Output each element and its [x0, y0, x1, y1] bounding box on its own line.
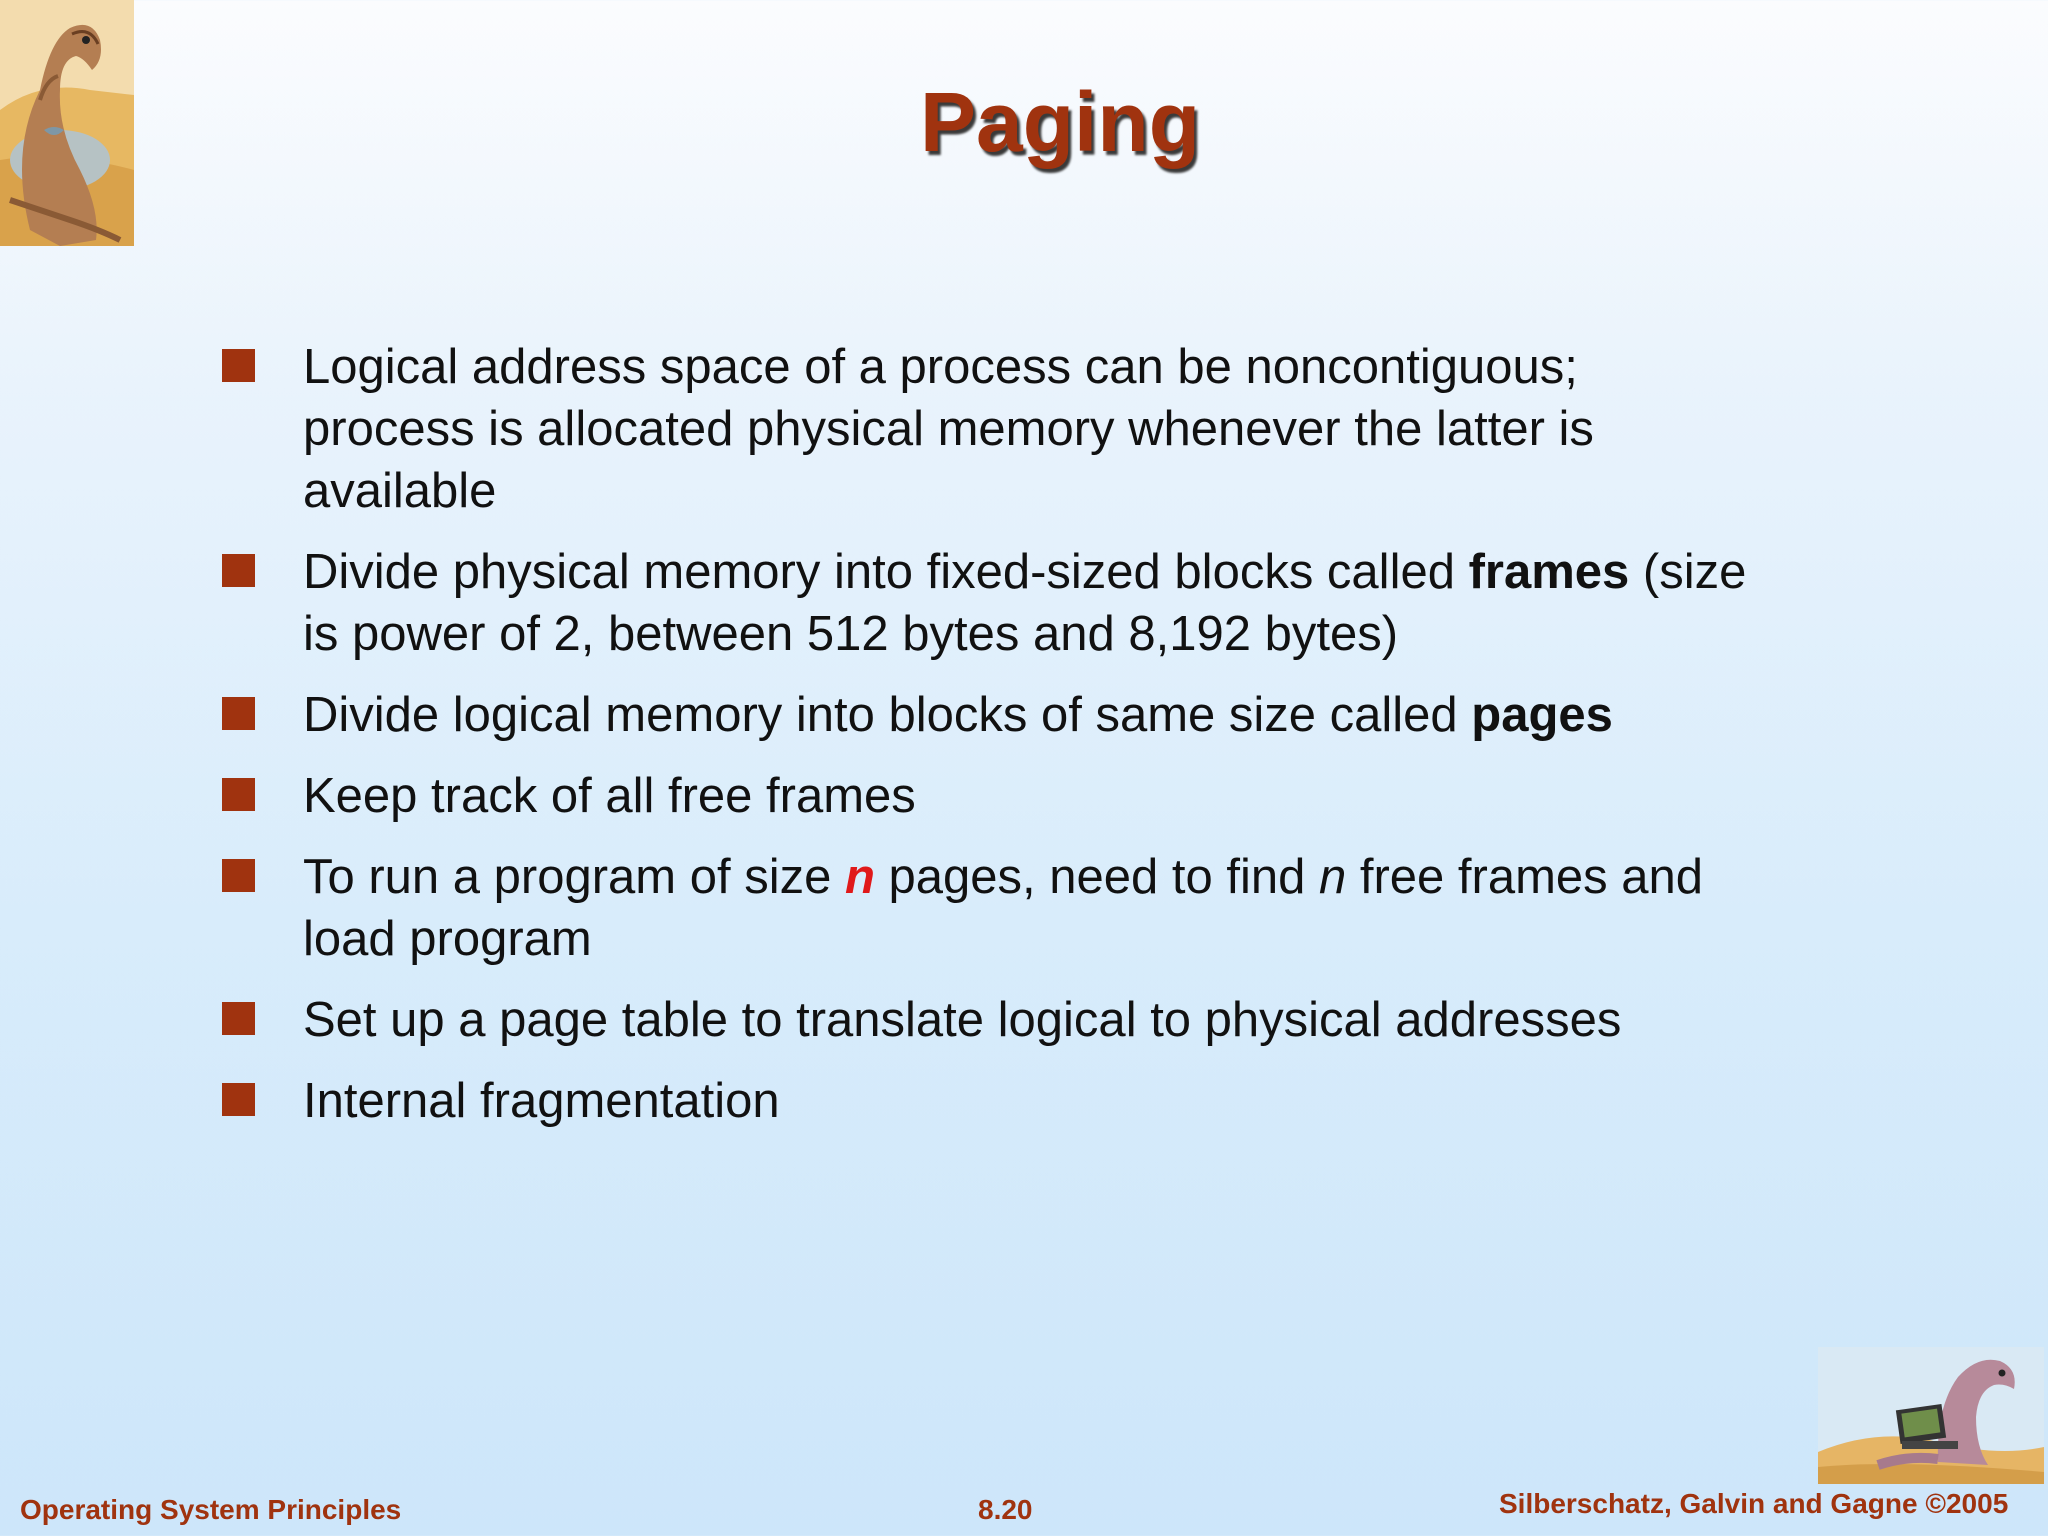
square-bullet-icon [222, 554, 255, 587]
bullet-text: n [1318, 850, 1347, 904]
bullet-text: Keep track of all free frames [303, 769, 916, 823]
bullet-text: To run a program of size [303, 850, 845, 904]
bullet-item [220, 336, 1760, 522]
bullet-text: pages [1471, 688, 1613, 742]
bullet-text: pages, need to find [874, 850, 1319, 904]
square-bullet-icon [222, 697, 255, 730]
bullet-item [220, 846, 1760, 970]
bullet-item [220, 1070, 1760, 1132]
square-bullet-icon [222, 1002, 255, 1035]
square-bullet-icon [222, 349, 255, 382]
bullet-text: Set up a page table to translate logical to physical addresses [303, 993, 1622, 1047]
square-bullet-icon [222, 1083, 255, 1116]
bullet-text: Divide physical memory into fixed-sized blocks called [303, 545, 1469, 599]
dinosaur-laptop-logo-icon [1818, 1347, 2044, 1484]
bullet-item [220, 765, 1760, 827]
bullet-text: Logical address space of a process can be noncontiguous; process is allocated physical memory whenever the latter is available [303, 340, 1594, 518]
bullet-text: Divide logical memory into blocks of same size called [303, 688, 1472, 742]
footer-course-title: Operating System Principles [20, 1494, 402, 1525]
bullet-item [220, 541, 1760, 665]
bullet-text: free frames and load program [303, 850, 1704, 966]
footer-slide-number: 8.20 [978, 1494, 1033, 1525]
bullet-text: (size is power of 2, between 512 bytes and 8,192 bytes) [303, 545, 1747, 661]
square-bullet-icon [222, 778, 255, 811]
bullet-list [220, 336, 1760, 1151]
bullet-text: n [844, 850, 875, 904]
bullet-item [220, 989, 1760, 1051]
footer-copyright: Silberschatz, Galvin and Gagne ©2005 [1499, 1488, 2009, 1519]
slide-title: Paging [919, 75, 1200, 169]
bullet-item [220, 684, 1760, 746]
square-bullet-icon [222, 859, 255, 892]
bullet-text: frames [1468, 545, 1630, 599]
bullet-text: Internal fragmentation [303, 1074, 780, 1128]
